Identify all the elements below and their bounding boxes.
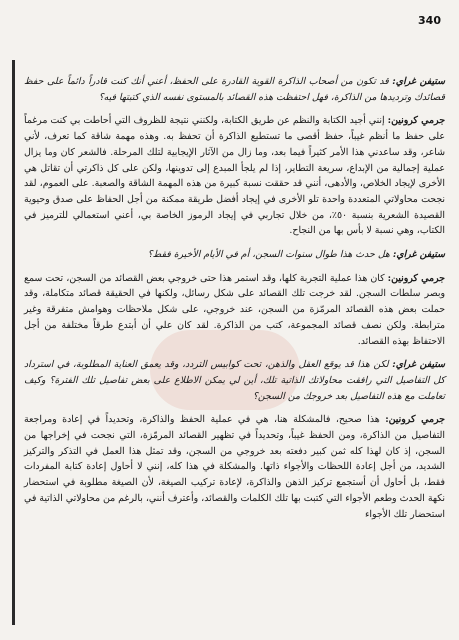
interview-answer	[24, 412, 445, 522]
interview-question	[24, 74, 445, 105]
paragraph-gap	[24, 239, 445, 247]
paragraph-text: إنني أجيد الكتابة والنظم عن طريق الكتابة، ولكنني نتيجة للظروف التي أحاطت بي كنت مرغماً على حفظ ما أنظم غيباً، حفظ أقصى ما تستطيع الذاكرة أن تحفظ به. وهذه مهمة شاقة كما تعرف، لأني شاعر، وقد ساعدني هذا الأمر كثيراً فيما بعد، وما زال من الآثار الإيجابية لتلك المرحلة. فالشعر كان وما يزال عملية إجمالية من الإبداع، سريعة التطاير، إذا لم يلجأ المبدع إلى تدوينها، ولكن على كل ذاكرتي أن تقاتل هي الأخرى لإيجاد الخلاص، والأدهى، أنني قد حققت نسبة كبيرة من هذه المهمة الشاقة والصعبة. على العموم، لقد نجحت محاولاتي المتعددة واحدة تلو الأخرى في إيجاد أفضل طريقة ممكنة من أجل الحفاظ على صدق وحيوية القصيدة الشعرية بنسبة ٥٠٪، من خلال تجاربي في إيجاد الرموز الخاصة بي، أعني استعمالي للترميز في الكتاب، وهي نسبة لا بأس بها من النجاح.	[24, 115, 446, 237]
speaker-label: جرمي كرونين:	[385, 414, 445, 426]
paragraph-text: لكن هذا قد يوقع العقل والذهن، تحت كوابيس التردد، وقد يعمق العناية المطلوبة، في استرداد كل التفاصيل التي رافقت محاولاتك الذاتية تلك، أين لي يمكن الاطلاع على بعض تفاصيل تلك الفترة؟ وكيف تعاملت مع هذه التفاصيل بعد خروجك من السجن؟	[24, 359, 445, 402]
paragraph-gap	[24, 263, 445, 271]
interview-question	[24, 247, 445, 263]
paragraph-gap	[24, 404, 445, 412]
speaker-label: ستيفن غراي:	[392, 249, 445, 261]
page-body	[24, 74, 445, 522]
paragraph-text: هل حدث هذا طوال سنوات السجن، أم في الأيام الأخيرة فقط؟	[147, 249, 393, 261]
paragraph-text: هذا صحيح، فالمشكلة هنا، هي في عملية الحفظ والذاكرة، وتحديداً في إعادة ومراجعة التفاصيل من الذاكرة، ومن الحفظ غيباً، وتحديداً في تظهير القصائد المرمّزة، التي نجحت في إخراجها من السجن، إذ كان لهذا كله ثمن كبير دفعته بعد خروجي من السجن، وقد تمثل هذا العمل في التذكر والتركيز الشديد، من أجل إعادة اللحظات والأجواء ذاتها. والمشكلة في هذا كله، إنني لا أحاول إعادة كتابة المفردات فقط، بل أحاول أن أستجمع تركيز الذهن والذاكرة، لإعادة تركيب الصيغة، لأن الصيغة مطلوبة في استحضار نكهة الحدث وطعم الأجواء التي كتبت بها تلك الكلمات والقصائد، وأعترف أنني، بالرغم من محاولاتي الذاتية في استحضار تلك الأجواء	[24, 414, 445, 520]
speaker-label: ستيفن غراي:	[392, 76, 445, 87]
interview-answer	[24, 271, 445, 350]
paragraph-text: كان هذا عملية التجربة كلها، وقد استمر هذا حتى خروجي بعض القصائد من السجن، تحت سمع وبصر سلطات السجن. لقد خرجت تلك القصائد على شكل رسائل، ولكنها في الحقيقة قصائد متكاملة، وقد حملت بعض هذه القصائد المرمّزة من السجن، عند خروجي، على شكل ملاحظات وهوامش متفرقة وغير مترابطة. ولكن نصف قصائد المجموعة، كتب من الذاكرة. لقد كان علي أن أبتدع طرقاً مختلفة من أجل الاحتفاظ بهذه القصائد.	[24, 272, 445, 347]
paragraph-gap	[24, 105, 445, 113]
interview-question	[24, 357, 445, 404]
speaker-label: جرمي كرونين:	[387, 272, 445, 284]
paragraph-text: قد تكون من أصحاب الذاكرة القوية القادرة على الحفظ، أعني أنك كنت قادراً دائماً على حفظ قصائدك وترديدها من الذاكرة، فهل احتفظت هذه القصائد بالمستوى نفسه الذي كتبتها فيه؟	[24, 76, 445, 103]
speaker-label: جرمي كرونين:	[387, 115, 445, 127]
interview-answer	[24, 113, 445, 239]
page-number: 340	[418, 14, 441, 27]
paragraph-gap	[24, 349, 445, 357]
margin-bar	[12, 60, 15, 625]
speaker-label: ستيفن غراي:	[392, 359, 445, 371]
